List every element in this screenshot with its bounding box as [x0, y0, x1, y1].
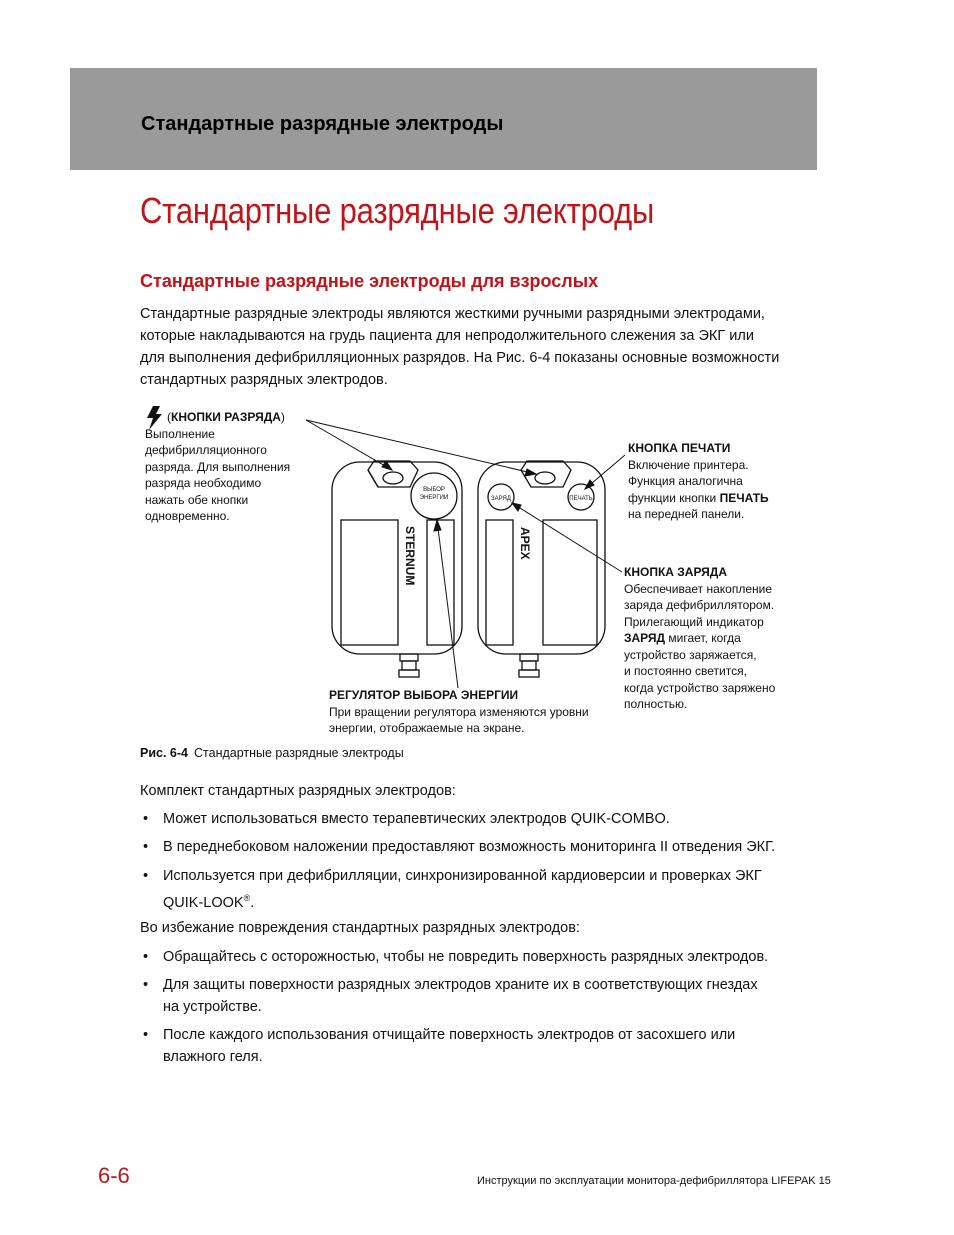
callout-line: энергии, отображаемые на экране. — [329, 721, 525, 735]
bullet-marker: • — [143, 868, 149, 884]
callout-line: заряда дефибриллятором. — [624, 598, 775, 612]
shock-buttons-open-paren: ( — [167, 410, 171, 424]
footer-text: Инструкции по эксплуатации монитора-дефибриллятора LIFEPAK 15 — [477, 1175, 831, 1187]
list-item-text: на устройстве. — [163, 999, 262, 1015]
callout-line: устройство заряжается, — [624, 647, 757, 662]
list-item-text: влажного геля. — [163, 1049, 263, 1065]
sternum-paddle — [332, 461, 462, 677]
callout-line: нажать обе кнопки — [145, 492, 249, 507]
figure-caption — [140, 746, 404, 760]
print-button-callout — [628, 440, 769, 523]
energy-selector-callout — [329, 687, 589, 737]
kit-intro: Комплект стандартных разрядных электродов: — [140, 783, 456, 799]
callout-line: Прилегающий индикатор — [624, 614, 764, 629]
print-keyword: ПЕЧАТЬ — [719, 490, 769, 505]
callout-line: на передней панели. — [628, 507, 745, 521]
callout-line: дефибрилляционного — [145, 443, 267, 457]
energy-selector-heading: РЕГУЛЯТОР ВЫБОРА ЭНЕРГИИ — [329, 688, 519, 702]
apex-paddle-handle-slot — [486, 520, 513, 645]
bullet-marker: • — [143, 1027, 149, 1043]
sternum-shock-button — [383, 472, 403, 484]
callout-line: При вращении регулятора изменяются уровни — [329, 704, 589, 719]
intro-line: Стандартные разрядные электроды являются жесткими ручными разрядными электродами, — [140, 306, 765, 322]
subsection-title: Стандартные разрядные электроды для взрослых — [140, 271, 599, 291]
callout-line: когда устройство заряжено — [624, 680, 776, 695]
bullet-marker: • — [143, 949, 149, 965]
callout-line: Функция аналогична — [628, 474, 743, 488]
callout-line: Обеспечивает накопление — [624, 581, 773, 596]
list-item-text: QUIK-LOOK — [163, 894, 244, 911]
charge-button-heading: КНОПКА ЗАРЯДА — [624, 565, 728, 579]
callout-line: полностью. — [624, 697, 688, 711]
apex-paddle-plate — [543, 520, 597, 645]
energy-knob-label-1: ВЫБОР — [423, 487, 445, 493]
page-title: Стандартные разрядные электроды — [140, 190, 655, 231]
bullet-marker: • — [143, 977, 149, 993]
print-button-heading: КНОПКА ПЕЧАТИ — [628, 441, 731, 455]
callout-line: функции кнопки — [628, 490, 720, 505]
list-item-text: . — [250, 894, 255, 911]
registered-mark: ® — [243, 893, 251, 903]
callout-line: Выполнение — [145, 426, 215, 441]
figure-caption-text: Стандартные разрядные электроды — [194, 746, 404, 760]
intro-line: которые накладываются на грудь пациента для непродолжительного слежения за ЭКГ или — [140, 328, 754, 344]
list-item-text: Используется при дефибрилляции, синхронизированной кардиоверсии и проверках ЭКГ — [163, 868, 762, 884]
print-button-label: ПЕЧАТЬ — [569, 496, 593, 502]
callout-line: одновременно. — [145, 509, 230, 523]
callout-line: мигает, когда — [665, 631, 741, 645]
shock-buttons-close-paren: ) — [280, 410, 285, 424]
list-item-text: После каждого использования отчищайте поверхность электродов от засохшего или — [163, 1027, 736, 1043]
callout-line: и постоянно светится, — [624, 664, 747, 678]
shock-buttons-heading: КНОПКИ РАЗРЯДА — [171, 410, 281, 424]
energy-knob-label-2: ЭНЕРГИИ — [419, 495, 449, 501]
bullet-marker: • — [143, 839, 149, 855]
apex-paddle — [478, 461, 605, 677]
charge-keyword: ЗАРЯД — [624, 631, 666, 645]
charge-button-callout — [624, 564, 775, 713]
callout-line: разряда. Для выполнения — [145, 459, 291, 474]
sternum-label: STERNUM — [403, 526, 417, 586]
charge-button-label: ЗАРЯД — [491, 496, 511, 502]
apex-label: APEX — [518, 527, 532, 560]
bullet-marker: • — [143, 811, 149, 827]
callout-line: разряда необходимо — [145, 476, 262, 490]
list-item-text: В переднебоковом наложении предоставляют возможность мониторинга II отведения ЭКГ. — [163, 839, 776, 855]
apex-shock-button — [535, 472, 555, 484]
shock-buttons-callout — [145, 409, 290, 525]
sternum-paddle-plate — [341, 520, 398, 645]
intro-line: для выполнения дефибрилляционных разрядов. На Рис. 6-4 показаны основные возможности — [140, 350, 780, 366]
list-item-text: Обращайтесь с осторожностью, чтобы не повредить поверхность разрядных электродов. — [163, 949, 769, 965]
intro-line: стандартных разрядных электродов. — [140, 372, 388, 388]
apex-paddle-body — [478, 462, 605, 654]
callout-line: Включение принтера. — [628, 457, 749, 472]
leader-lines — [306, 420, 625, 688]
page-number: 6-6 — [98, 1163, 130, 1188]
list-item-text: Для защиты поверхности разрядных электродов храните их в соответствующих гнездах — [163, 977, 758, 993]
figure-caption-label: Рис. 6-4 — [140, 746, 188, 760]
list-item-text: Может использоваться вместо терапевтических электродов QUIK-COMBO. — [163, 811, 670, 827]
care-intro: Во избежание повреждения стандартных разрядных электродов: — [140, 920, 580, 936]
section-header-title: Стандартные разрядные электроды — [141, 113, 504, 135]
